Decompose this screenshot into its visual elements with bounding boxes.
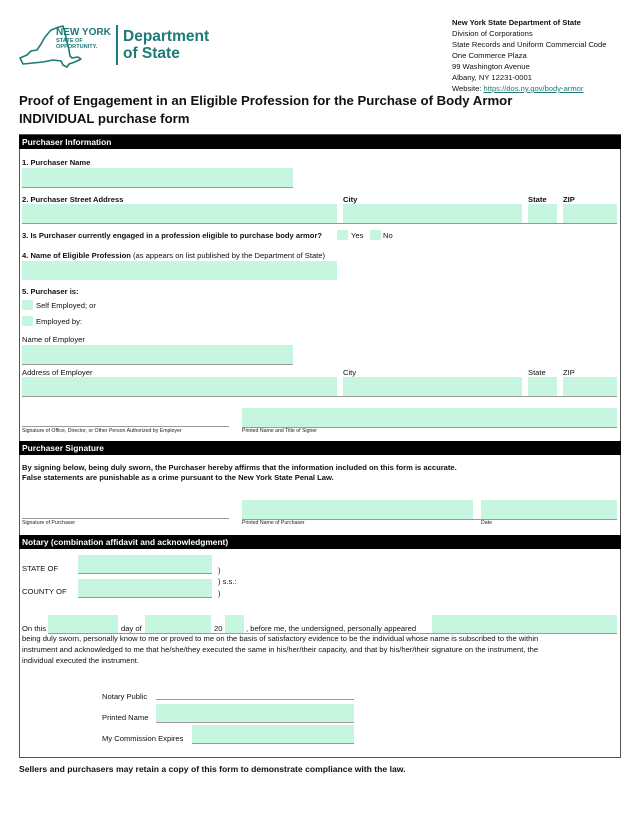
employer-state-label: State: [528, 368, 546, 377]
agency-line-1: Division of Corporations: [452, 29, 533, 38]
commission-expires-field[interactable]: [192, 725, 354, 743]
employer-name-label: Name of Employer: [22, 335, 85, 344]
employer-address-field[interactable]: [22, 377, 337, 396]
employer-name-field[interactable]: [22, 345, 293, 364]
date-label: Date: [481, 520, 492, 526]
agency-line-2: State Records and Uniform Commercial Code: [452, 40, 607, 49]
city-label: City: [343, 195, 358, 204]
day-field[interactable]: [48, 615, 118, 633]
yes-label: Yes: [351, 231, 364, 240]
self-employed-label: Self Employed; or: [36, 301, 96, 310]
logo-divider: [116, 25, 118, 65]
purchaser-signature-line[interactable]: [22, 518, 229, 519]
purchaser-name-underline: [22, 187, 293, 188]
employer-state-field[interactable]: [528, 377, 557, 396]
notary-body-line-3: individual executed the instrument.: [22, 656, 139, 665]
printed-name-purchaser-field[interactable]: [242, 500, 473, 519]
notary-printed-name-field[interactable]: [156, 704, 354, 722]
profession-label: 4. Name of Eligible Profession (as appears on list published by the Department of State): [22, 251, 326, 260]
employer-zip-field[interactable]: [563, 377, 617, 396]
employer-zip-label: ZIP: [563, 368, 575, 377]
employed-by-checkbox[interactable]: [22, 316, 33, 326]
website-label: Website:: [452, 84, 484, 93]
year-prefix-label: 20: [214, 624, 223, 633]
date-field[interactable]: [481, 500, 617, 519]
appeared-name-field[interactable]: [432, 615, 617, 633]
affirmation-line-2: False statements are punishable as a crime pursuant to the New York State Penal Law.: [22, 473, 334, 482]
purchaser-is-label: 5. Purchaser is:: [22, 287, 79, 296]
street-address-label: 2. Purchaser Street Address: [22, 195, 124, 204]
on-this-label: On this: [22, 624, 47, 633]
form-title: [19, 92, 512, 128]
ss-label: ) s.s.:: [218, 577, 237, 586]
zip-field[interactable]: [563, 204, 617, 223]
county-of-label: COUNTY OF: [22, 587, 67, 596]
notary-public-signature-line[interactable]: [156, 699, 354, 700]
yes-checkbox[interactable]: [337, 230, 348, 240]
printed-name-title-label: Printed Name and Title of Signer: [242, 428, 317, 434]
self-employed-checkbox[interactable]: [22, 300, 33, 310]
employed-by-label: Employed by:: [36, 317, 83, 326]
employer-address-underline: [22, 396, 617, 397]
printed-name-title-field[interactable]: [242, 408, 617, 427]
agency-line-3: One Commerce Plaza: [452, 51, 527, 60]
agency-name: New York State Department of State: [452, 18, 581, 27]
employer-address-label: Address of Employer: [22, 368, 93, 377]
notary-public-label: Notary Public: [102, 692, 148, 701]
purchaser-name-label: 1. Purchaser Name: [22, 158, 91, 167]
employer-signature-line[interactable]: [22, 426, 229, 427]
year-field[interactable]: [225, 615, 244, 633]
employer-signature-label: Signature of Office, Director, or Other Person Authorized by Employer: [22, 428, 182, 434]
notary-body-line-1: being duly sworn, personally know to me or proved to me on the basis of satisfactory evidence to be the individual whose name is subscribed to the within: [22, 634, 539, 643]
no-checkbox[interactable]: [370, 230, 381, 240]
notary-printed-name-label: Printed Name: [102, 713, 149, 722]
address-underline: [22, 223, 617, 224]
form-title-line2: INDIVIDUAL purchase form: [19, 111, 190, 126]
section-notary: Notary (combination affidavit and acknowledgment): [19, 535, 621, 549]
purchaser-signature-label: Signature of Purchaser: [22, 520, 76, 526]
state-of-label: STATE OF: [22, 564, 58, 573]
form-title-line1: Proof of Engagement in an Eligible Profession for the Purchase of Body Armor: [19, 93, 513, 108]
affirmation-line-1: By signing below, being duly sworn, the Purchaser hereby affirms that the information included on this form is accurate.: [22, 463, 457, 472]
logo-department-text: Department of State: [123, 28, 210, 62]
paren-top: ): [218, 566, 221, 575]
profession-field[interactable]: [22, 261, 337, 280]
printed-name-purchaser-label: Printed Name of Purchaser: [242, 520, 305, 526]
zip-label: ZIP: [563, 195, 575, 204]
employer-city-label: City: [343, 368, 357, 377]
logo-state-text: NEW YORK STATE OF OPPORTUNITY.: [56, 27, 111, 51]
purchaser-name-field[interactable]: [22, 168, 293, 187]
city-field[interactable]: [343, 204, 522, 223]
state-of-underline: [78, 573, 212, 574]
footer-note: Sellers and purchasers may retain a copy of this form to demonstrate compliance with the law.: [19, 764, 406, 774]
state-of-field[interactable]: [78, 555, 212, 573]
commission-expires-underline: [192, 743, 354, 744]
before-me-label: , before me, the undersigned, personally appeared: [246, 624, 417, 633]
website-link[interactable]: https://dos.ny.gov/body-armor: [483, 84, 584, 93]
eligible-question-label: 3. Is Purchaser currently engaged in a profession eligible to purchase body armor?: [22, 231, 323, 240]
day-of-label: day of: [121, 624, 142, 633]
county-of-underline: [78, 597, 212, 598]
notary-printed-name-underline: [156, 722, 354, 723]
month-field[interactable]: [145, 615, 211, 633]
state-field[interactable]: [528, 204, 557, 223]
street-address-field[interactable]: [22, 204, 337, 223]
section-purchaser-signature: Purchaser Signature: [19, 441, 621, 455]
section-purchaser-information: Purchaser Information: [19, 135, 621, 149]
agency-line-4: 99 Washington Avenue: [452, 62, 530, 71]
agency-line-5: Albany, NY 12231-0001: [452, 73, 532, 82]
no-label: No: [383, 231, 393, 240]
employer-name-underline: [22, 364, 293, 365]
notary-body-line-2: instrument and acknowledged to me that he/she/they executed the same in his/her/their capacity, and that by his/her/their signature on the instrument, the: [22, 645, 539, 654]
paren-bottom: ): [218, 589, 221, 598]
commission-expires-label: My Commission Expires: [102, 734, 184, 743]
employer-city-field[interactable]: [343, 377, 522, 396]
state-label: State: [528, 195, 547, 204]
county-of-field[interactable]: [78, 579, 212, 597]
